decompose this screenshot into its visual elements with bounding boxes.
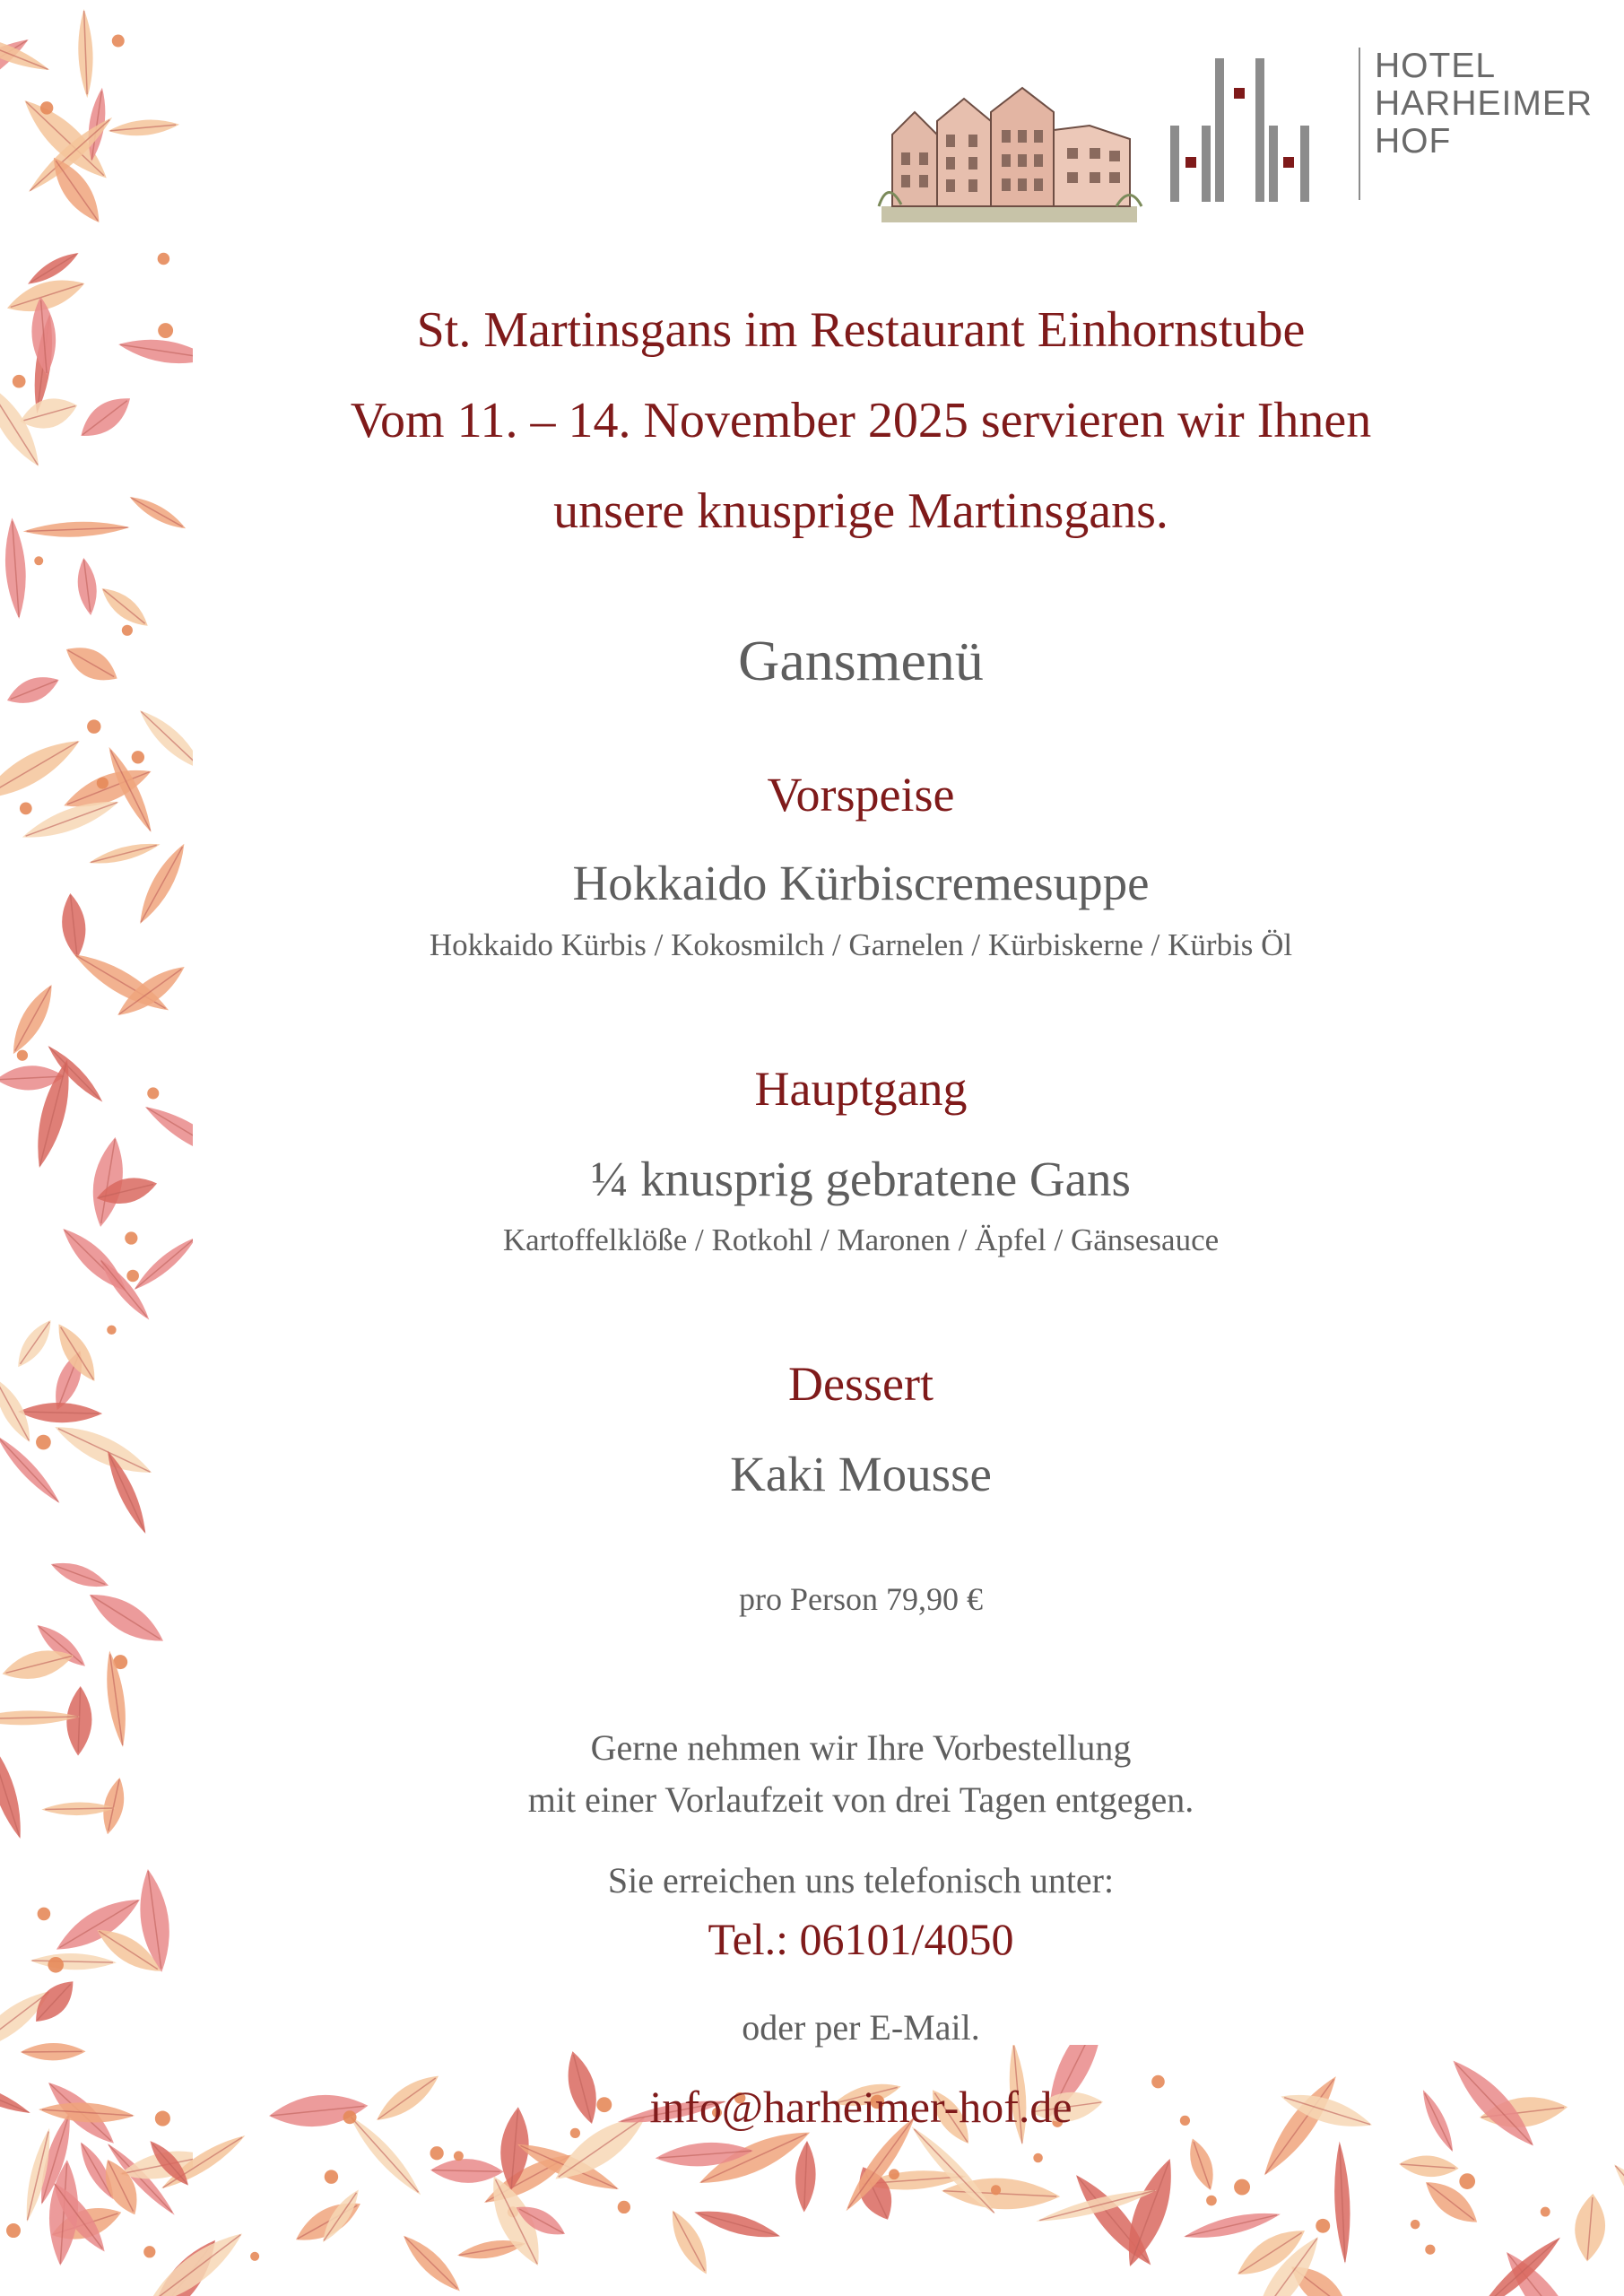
- intro-text: [193, 285, 1529, 557]
- course-dish-dessert: Kaki Mousse: [730, 1447, 992, 1501]
- course-heading-dessert: Dessert: [788, 1357, 934, 1411]
- preorder-note: [193, 1722, 1529, 1826]
- intro-line: Vom 11. – 14. November 2025 servieren wir Ihnen: [350, 393, 1372, 448]
- hotel-name: [1359, 48, 1593, 200]
- autumn-leaves-left-border: [0, 0, 193, 2296]
- preorder-line: Gerne nehmen wir Ihre Vorbestellung: [590, 1727, 1132, 1768]
- hotel-name-line: HOF: [1375, 122, 1452, 161]
- hotel-building-sketch-icon: [874, 72, 1143, 229]
- email-address: info@harheimer-hof.de: [649, 2082, 1073, 2132]
- course-details-main: Kartoffelklöße / Rotkohl / Maronen / Äpfel / Gänsesauce: [502, 1222, 1220, 1257]
- phone-number: Tel.: 06101/4050: [708, 1914, 1014, 1964]
- preorder-line: mit einer Vorlaufzeit von drei Tagen entgegen.: [527, 1779, 1194, 1820]
- price: pro Person 79,90 €: [739, 1581, 983, 1617]
- email-intro: oder per E-Mail.: [742, 2007, 980, 2048]
- intro-line: unsere knusprige Martinsgans.: [553, 483, 1168, 539]
- course-dish-starter: Hokkaido Kürbiscremesuppe: [572, 856, 1150, 910]
- intro-line: St. Martinsgans im Restaurant Einhornstube: [416, 302, 1306, 358]
- hh-monogram-icon: [1166, 54, 1327, 206]
- hotel-name-line: HARHEIMER: [1375, 84, 1594, 123]
- phone-intro: Sie erreichen uns telefonisch unter:: [607, 1860, 1115, 1900]
- course-details-starter: Hokkaido Kürbis / Kokosmilch / Garnelen / Kürbiskerne / Kürbis Öl: [429, 927, 1293, 962]
- menu-title: Gansmenü: [738, 629, 984, 692]
- hotel-logo: [874, 40, 1610, 229]
- course-heading-starter: Vorspeise: [767, 768, 955, 822]
- course-heading-main: Hauptgang: [754, 1062, 968, 1116]
- course-dish-main: ¼ knusprig gebratene Gans: [591, 1152, 1131, 1206]
- hotel-name-line: HOTEL: [1375, 47, 1497, 85]
